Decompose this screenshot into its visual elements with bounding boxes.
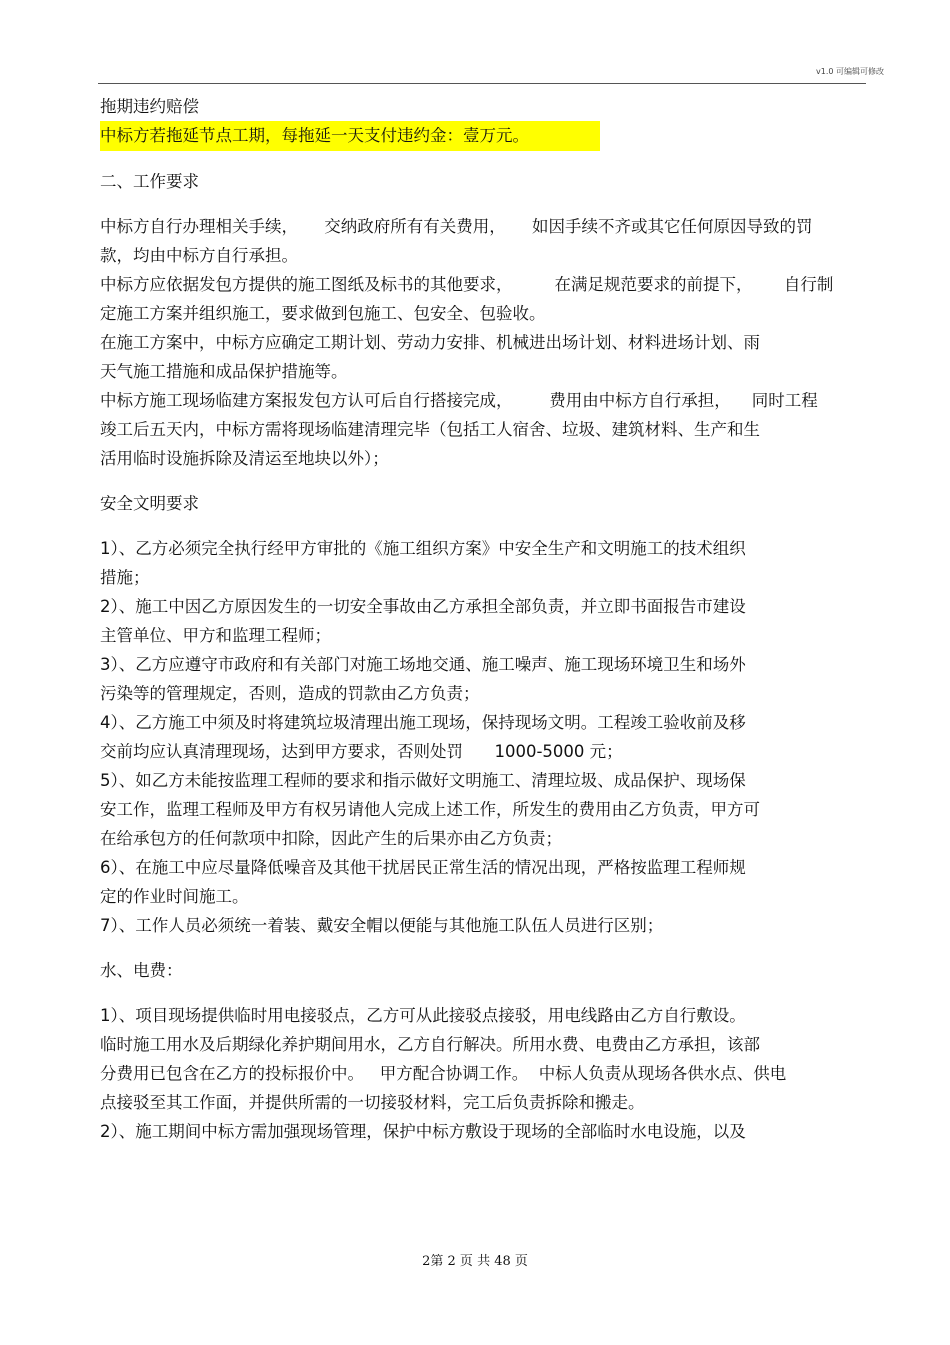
paragraph-gap — [100, 518, 870, 534]
text-line: 7）、工作人员必须统一着装、戴安全帽以便能与其他施工队伍人员进行区别； — [100, 916, 664, 935]
text-line: 1）、乙方必须完全执行经甲方审批的《施工组织方案》中安全生产和文明施工的技术组织 — [100, 539, 746, 558]
text-line: 2）、施工中因乙方原因发生的一切安全事故由乙方承担全部负责，并立即书面报告市建设 — [100, 597, 746, 616]
text-line: 定施工方案并组织施工，要求做到包施工、包安全、包验收。 — [100, 304, 546, 323]
text-line: 措施； — [100, 568, 150, 587]
page-footer: 2第 2 页 共 48 页 — [422, 1254, 528, 1269]
text-line: 中标方应依据发包方提供的施工图纸及标书的其他要求， 在满足规范要求的前提下， 自行制 — [100, 275, 834, 294]
text-line: 中标方若拖延节点工期，每拖延一天支付违约金：壹万元。 — [100, 121, 600, 151]
text-line: 水、电费： — [100, 961, 183, 980]
header-divider — [98, 83, 866, 84]
text-line: 主管单位、甲方和监理工程师； — [100, 626, 331, 645]
text-line: 在给承包方的任何款项中扣除，因此产生的后果亦由乙方负责； — [100, 829, 562, 848]
text-line: 安全文明要求 — [100, 494, 199, 513]
text-line: 中标方施工现场临建方案报发包方认可后自行搭接完成， 费用由中标方自行承担， 同时工程 — [100, 391, 818, 410]
text-line: 临时施工用水及后期绿化养护期间用水，乙方自行解决。所用水费、电费由乙方承担，该部 — [100, 1035, 760, 1054]
paragraph — [100, 534, 870, 940]
text-line: 3）、乙方应遵守市政府和有关部门对施工场地交通、施工噪声、施工现场环境卫生和场外 — [100, 655, 746, 674]
paragraph — [100, 1001, 870, 1146]
paragraph-gap — [100, 473, 870, 489]
text-line: 安工作，监理工程师及甲方有权另请他人完成上述工作，所发生的费用由乙方负责，甲方可 — [100, 800, 760, 819]
text-line: 1）、项目现场提供临时用电接驳点，乙方可从此接驳点接驳，用电线路由乙方自行敷设。 — [100, 1006, 746, 1025]
text-line: 二、工作要求 — [100, 172, 199, 191]
text-line: 4）、乙方施工中须及时将建筑垃圾清理出施工现场，保持现场文明。工程竣工验收前及移 — [100, 713, 746, 732]
paragraph — [100, 489, 870, 518]
text-line: 点接驳至其工作面，并提供所需的一切接驳材料，完工后负责拆除和搬走。 — [100, 1093, 645, 1112]
document-body — [100, 92, 870, 1146]
header-version: v1.0 可编辑可修改 — [816, 67, 884, 76]
text-line: 6）、在施工中应尽量降低噪音及其他干扰居民正常生活的情况出现，严格按监理工程师规 — [100, 858, 746, 877]
text-line: 款，均由中标方自行承担。 — [100, 246, 298, 265]
text-line: 定的作业时间施工。 — [100, 887, 249, 906]
text-line: 2）、施工期间中标方需加强现场管理，保护中标方敷设于现场的全部临时水电设施，以及 — [100, 1122, 746, 1141]
text-line: 活用临时设施拆除及清运至地块以外）； — [100, 449, 389, 468]
text-line: 5）、如乙方未能按监理工程师的要求和指示做好文明施工、清理垃圾、成品保护、现场保 — [100, 771, 746, 790]
paragraph — [100, 167, 870, 196]
paragraph-gap — [100, 151, 870, 167]
text-line: 交前均应认真清理现场，达到甲方要求，否则处罚 1000-5000 元； — [100, 742, 623, 761]
text-line: 在施工方案中，中标方应确定工期计划、劳动力安排、机械进出场计划、材料进场计划、雨 — [100, 333, 760, 352]
highlighted-paragraph — [100, 121, 870, 151]
paragraph-gap — [100, 985, 870, 1001]
paragraph-gap — [100, 196, 870, 212]
text-line: 天气施工措施和成品保护措施等。 — [100, 362, 348, 381]
paragraph — [100, 92, 870, 121]
paragraph — [100, 956, 870, 985]
paragraph-gap — [100, 940, 870, 956]
paragraph — [100, 212, 870, 473]
text-line: 中标方自行办理相关手续， 交纳政府所有有关费用， 如因手续不齐或其它任何原因导致的罚 — [100, 217, 813, 236]
text-line: 拖期违约赔偿 — [100, 97, 199, 116]
text-line: 分费用已包含在乙方的投标报价中。 甲方配合协调工作。 中标人负责从现场各供水点、供电 — [100, 1064, 787, 1083]
text-line: 污染等的管理规定，否则，造成的罚款由乙方负责； — [100, 684, 480, 703]
text-line: 竣工后五天内，中标方需将现场临建清理完毕（包括工人宿舍、垃圾、建筑材料、生产和生 — [100, 420, 760, 439]
